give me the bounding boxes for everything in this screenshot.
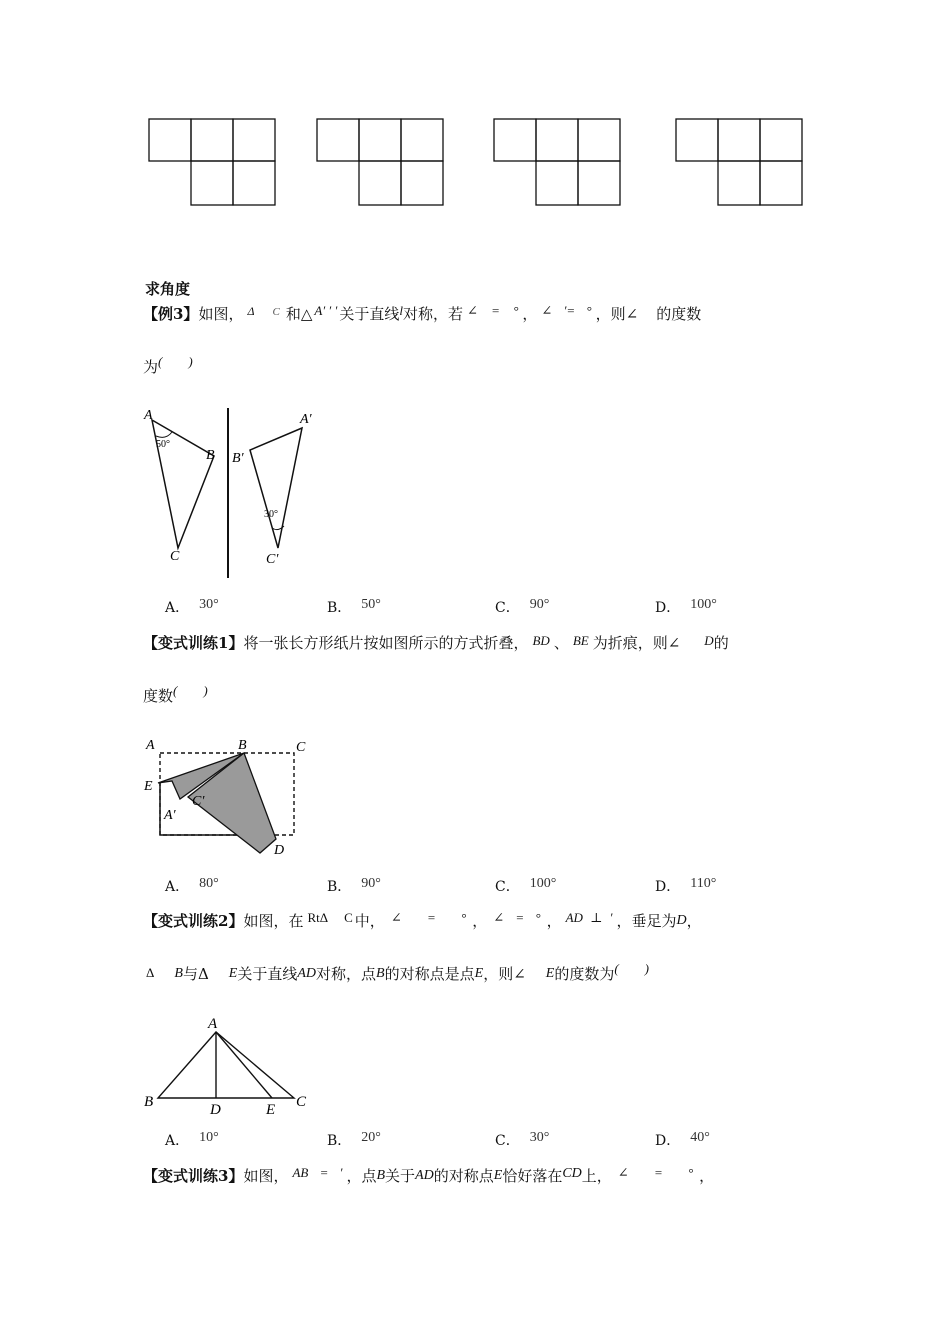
training1-option-a[interactable]: A． 80° bbox=[165, 876, 219, 895]
training2-line2: Δ B与Δ E关于直线AD对称，点B的对称点是点E，则∠ E的度数为( ) bbox=[146, 961, 650, 983]
training1-tag: 【变式训练1】 bbox=[143, 634, 244, 652]
section-title: 求角度 bbox=[145, 280, 191, 298]
label-E: E bbox=[144, 779, 153, 794]
training1-line1: 【变式训练1】将一张长方形纸片按如图所示的方式折叠， BD 、 BE 为折痕，则∠ D的 bbox=[143, 633, 729, 652]
example3-line2: 为( ) bbox=[143, 354, 193, 376]
training2-option-b[interactable]: B． 20° bbox=[327, 1130, 381, 1149]
training1-option-d[interactable]: D． 110° bbox=[655, 876, 717, 895]
label-C-prime: C′ bbox=[192, 794, 205, 809]
example3-line1: 【例3】如图， $^\Delta$ $^C$ 和△ A′ ′ ′ 关于直线l对称，若 ∠ = ° ， ∠ ′= ° ，则∠ 的度数 bbox=[143, 303, 702, 323]
label-A: A bbox=[146, 738, 155, 753]
training2-option-c[interactable]: C． 30° bbox=[495, 1130, 550, 1149]
label-B: B bbox=[144, 1094, 154, 1110]
label-B-prime: B′ bbox=[232, 451, 244, 466]
example3-option-d[interactable]: D． 100° bbox=[655, 597, 717, 616]
training1-figure bbox=[140, 735, 330, 860]
training2-option-d[interactable]: D． 40° bbox=[655, 1130, 710, 1149]
label-B: B bbox=[238, 738, 247, 753]
grid-figure-4 bbox=[676, 119, 802, 205]
training3-line1: 【变式训练3】如图， AB = ′ ，点B关于AD的对称点E恰好落在CD上， ∠ = ° ， bbox=[143, 1165, 715, 1185]
example3-option-b[interactable]: B． 50° bbox=[327, 597, 381, 616]
label-A-prime: A′ bbox=[164, 808, 176, 823]
training2-option-a[interactable]: A． 10° bbox=[165, 1130, 219, 1149]
grid-figures bbox=[0, 0, 950, 230]
label-C-prime: C′ bbox=[266, 552, 279, 567]
training1-line2: 度数( ) bbox=[143, 683, 208, 705]
training2-line1: 【变式训练2】如图，在 RtΔ C 中， ∠ = ° ， ∠ = ° ， AD ⊥ ′ ，垂足为D， bbox=[143, 910, 702, 930]
segment-ae bbox=[216, 1032, 272, 1098]
training3-tag: 【变式训练3】 bbox=[143, 1167, 244, 1185]
label-A: A bbox=[144, 408, 153, 423]
training1-option-b[interactable]: B． 90° bbox=[327, 876, 381, 895]
angle-label-c: 30° bbox=[264, 509, 278, 520]
label-C: C bbox=[170, 549, 180, 564]
angle-label-a: 50° bbox=[156, 439, 170, 450]
training1-option-c[interactable]: C． 100° bbox=[495, 876, 557, 895]
label-D: D bbox=[274, 843, 285, 858]
label-B: B bbox=[206, 448, 215, 463]
training2-tag: 【变式训练2】 bbox=[143, 912, 244, 930]
label-D: D bbox=[210, 1102, 221, 1118]
grid-figure-1 bbox=[149, 119, 275, 205]
training2-figure bbox=[140, 1012, 320, 1122]
example3-option-a[interactable]: A． 30° bbox=[165, 597, 219, 616]
example3-figure bbox=[140, 400, 340, 580]
example3-tag: 【例3】 bbox=[143, 305, 199, 323]
label-E: E bbox=[266, 1102, 276, 1118]
label-A: A bbox=[208, 1016, 218, 1032]
triangle-abc bbox=[158, 1032, 294, 1098]
example3-option-c[interactable]: C． 90° bbox=[495, 597, 550, 616]
label-C: C bbox=[296, 740, 306, 755]
label-C: C bbox=[296, 1094, 307, 1110]
grid-figure-3 bbox=[494, 119, 620, 205]
grid-figure-2 bbox=[317, 119, 443, 205]
label-A-prime: A′ bbox=[300, 412, 312, 427]
